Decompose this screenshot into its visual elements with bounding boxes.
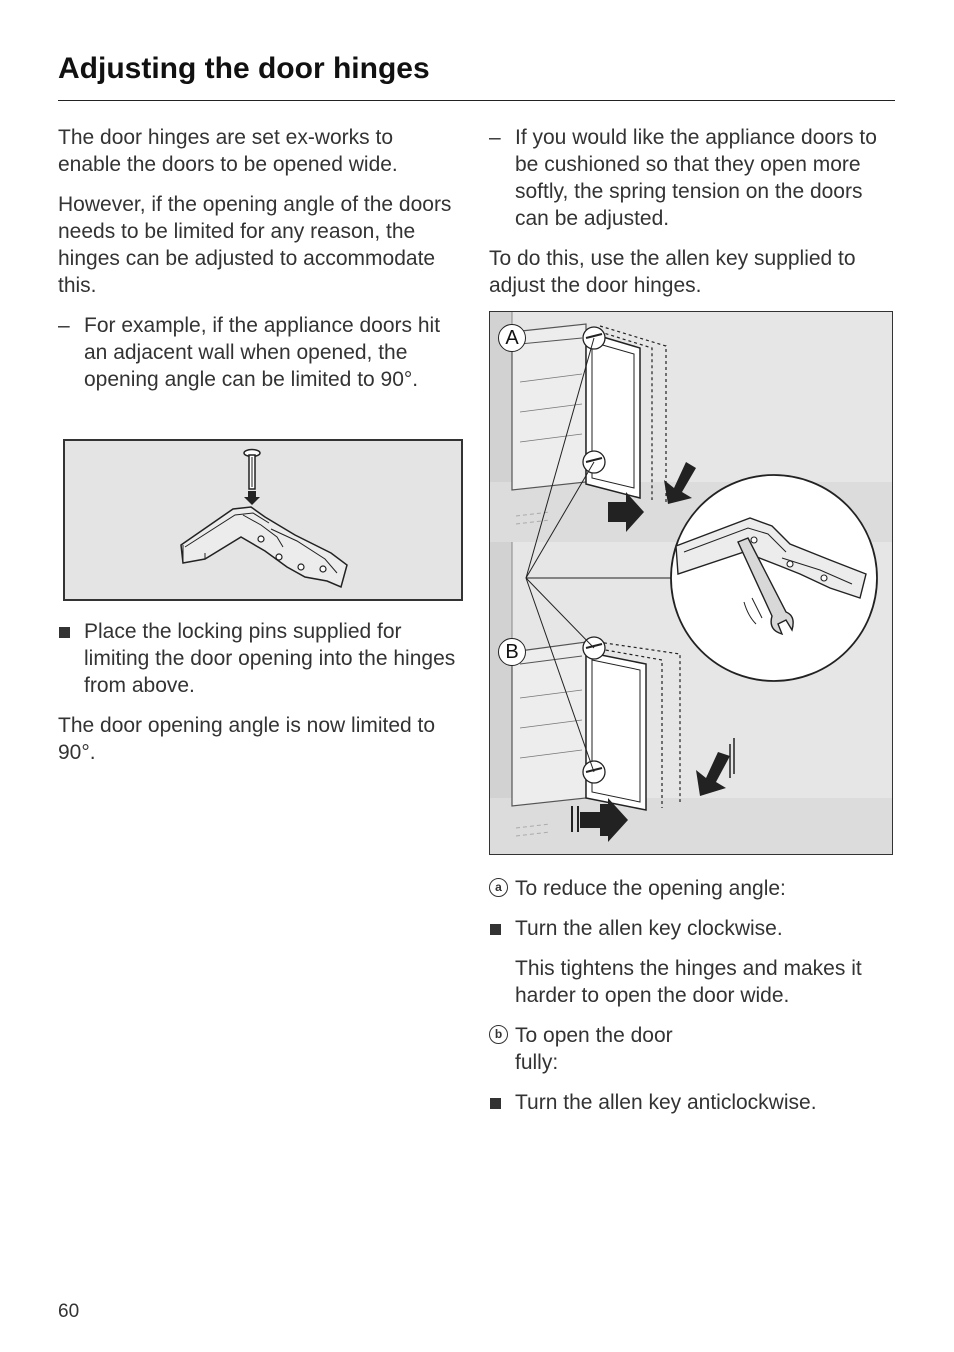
caption-b-line1: To open the door: [515, 1024, 673, 1047]
limit-paragraph: However, if the opening angle of the doors needs to be limited for any reason, the hinges can be adjusted to accommodate this.: [58, 193, 452, 297]
anticlockwise-instruction: Turn the allen key anticlockwise.: [489, 1089, 899, 1116]
page-title: Adjusting the door hinges: [58, 52, 430, 85]
clockwise-instruction: Turn the allen key clockwise.: [489, 915, 899, 942]
figure-label-b: B: [498, 638, 526, 666]
caption-a-marker: a: [489, 878, 508, 897]
door-adjustment-illustration: [489, 311, 893, 855]
locking-pin-illustration: [63, 439, 463, 601]
page-number: 60: [58, 1301, 80, 1322]
left-column-lower: [58, 618, 458, 779]
right-column-lower: [489, 875, 899, 1129]
title-rule: [58, 100, 895, 101]
example-dash-item: – For example, if the appliance doors hit an adjacent wall when opened, the opening angle can be limited to 90°.: [58, 312, 458, 393]
figure-label-a: A: [498, 324, 526, 352]
result-paragraph: The door opening angle is now limited to 90°.: [58, 714, 436, 764]
cushion-dash-item: – If you would like the appliance doors to be cushioned so that they open more softly, the spring tension on the doors can be adjusted.: [489, 124, 899, 232]
locking-pin-instruction: Place the locking pins supplied for limiting the door opening into the hinges from above.: [58, 618, 458, 699]
caption-b: [489, 1022, 899, 1076]
caption-a-text: To reduce the opening angle:: [515, 877, 786, 900]
caption-a: [489, 875, 899, 902]
appliance-doors-drawing: [490, 312, 892, 854]
hinge-with-pin-drawing: [65, 441, 461, 599]
allen-key-paragraph: To do this, use the allen key supplied to adjust the door hinges.: [489, 247, 856, 297]
left-column: [58, 124, 458, 406]
caption-b-line2: fully:: [515, 1051, 559, 1074]
caption-b-marker: b: [489, 1025, 508, 1044]
intro-paragraph: The door hinges are set ex-works to enable the doors to be opened wide.: [58, 126, 398, 176]
clockwise-result: This tightens the hinges and makes it harder to open the door wide.: [515, 957, 862, 1007]
right-column: [489, 124, 899, 312]
